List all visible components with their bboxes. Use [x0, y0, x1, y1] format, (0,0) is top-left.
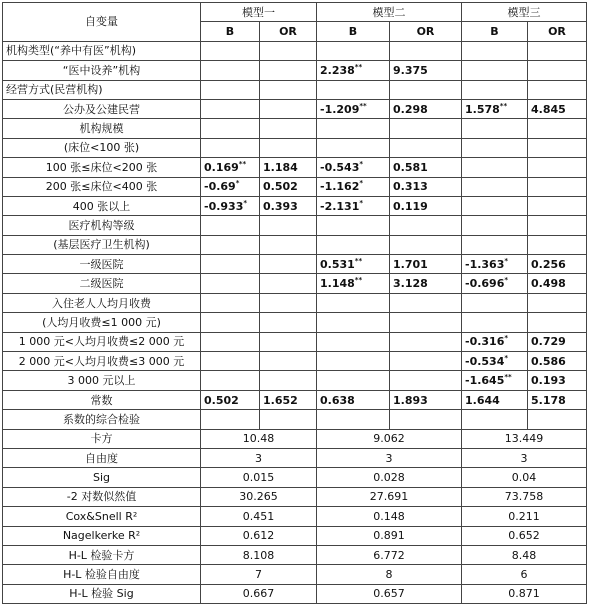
or-value-cell — [260, 352, 317, 371]
b-value-cell — [201, 293, 260, 312]
model-1-b-header: B — [201, 22, 260, 41]
table-row — [3, 41, 587, 60]
cell-value: 4.845 — [531, 102, 566, 116]
or-value-cell — [528, 119, 587, 138]
or-value-cell — [260, 177, 317, 196]
b-value-cell — [317, 352, 390, 371]
b-value-cell — [462, 80, 528, 99]
cell-value: 0.729 — [531, 335, 566, 349]
cell-value: -0.534 — [465, 354, 505, 368]
fit-value-model-1: 3 — [201, 448, 317, 467]
cell-value: 0.393 — [263, 199, 298, 213]
fit-row-label: H-L 检验 Sig — [3, 584, 201, 603]
or-value-cell — [528, 274, 587, 293]
b-value-cell — [317, 235, 390, 254]
fit-row-label: H-L 检验自由度 — [3, 565, 201, 584]
fit-value-model-3: 0.04 — [462, 468, 587, 487]
or-value-cell — [528, 235, 587, 254]
fit-row — [3, 429, 587, 448]
or-value-cell — [390, 410, 462, 429]
cell-value: 0.313 — [393, 180, 428, 194]
cell-value: 0.531 — [320, 257, 355, 271]
significance-marker: ** — [499, 101, 508, 110]
fit-row — [3, 565, 587, 584]
or-value-cell — [390, 119, 462, 138]
significance-marker: * — [504, 256, 509, 265]
model-2-header: 模型二 — [317, 3, 462, 22]
table-row — [3, 61, 587, 80]
or-value-cell — [528, 371, 587, 390]
cell-value: 2.238 — [320, 63, 355, 77]
cell-value: -1.645 — [465, 374, 505, 388]
fit-value-model-1: 0.667 — [201, 584, 317, 603]
or-value-cell — [390, 390, 462, 409]
fit-value-model-2: 0.891 — [317, 526, 462, 545]
or-value-cell — [260, 293, 317, 312]
significance-marker: ** — [504, 373, 512, 382]
or-value-cell — [528, 293, 587, 312]
b-value-cell — [462, 410, 528, 429]
or-value-cell — [390, 41, 462, 60]
or-value-cell — [390, 61, 462, 80]
table-row — [3, 158, 587, 177]
model-fit-rows — [3, 429, 587, 604]
cell-value: 1.578 — [465, 102, 500, 116]
table-row — [3, 274, 587, 293]
row-label: “医中设养”机构 — [3, 61, 201, 80]
b-value-cell — [462, 138, 528, 157]
model-2-or-header: OR — [390, 22, 462, 41]
row-label: (人均月收费≤1 000 元) — [3, 313, 201, 332]
table-row — [3, 293, 587, 312]
or-value-cell — [390, 196, 462, 215]
b-value-cell — [462, 61, 528, 80]
row-label: 2 000 元<人均月收费≤3 000 元 — [3, 352, 201, 371]
or-value-cell — [390, 235, 462, 254]
fit-value-model-2: 27.691 — [317, 487, 462, 506]
table-row — [3, 99, 587, 118]
b-value-cell — [462, 99, 528, 118]
b-value-cell — [462, 352, 528, 371]
significance-marker: * — [235, 179, 240, 188]
cell-value: 5.178 — [531, 393, 566, 407]
fit-row — [3, 584, 587, 603]
cell-value: 0.502 — [263, 180, 298, 194]
cell-value: 1.893 — [393, 393, 428, 407]
b-value-cell — [317, 80, 390, 99]
fit-value-model-3: 13.449 — [462, 429, 587, 448]
b-value-cell — [317, 177, 390, 196]
or-value-cell — [528, 158, 587, 177]
or-value-cell — [528, 255, 587, 274]
or-value-cell — [390, 99, 462, 118]
model-3-header: 模型三 — [462, 3, 587, 22]
or-value-cell — [260, 41, 317, 60]
cell-value: -1.162 — [320, 180, 360, 194]
or-value-cell — [390, 313, 462, 332]
or-value-cell — [528, 138, 587, 157]
fit-row-label: Cox&Snell R² — [3, 507, 201, 526]
fit-row-label: 卡方 — [3, 429, 201, 448]
model-3-b-header: B — [462, 22, 528, 41]
cell-value: -1.363 — [465, 257, 505, 271]
significance-marker: * — [504, 353, 509, 362]
b-value-cell — [201, 313, 260, 332]
b-value-cell — [462, 158, 528, 177]
cell-value: 0.638 — [320, 393, 355, 407]
fit-row-label: 自由度 — [3, 448, 201, 467]
b-value-cell — [317, 41, 390, 60]
b-value-cell — [201, 390, 260, 409]
or-value-cell — [528, 352, 587, 371]
fit-value-model-1: 0.612 — [201, 526, 317, 545]
model-1-or-header: OR — [260, 22, 317, 41]
cell-value: -0.316 — [465, 335, 505, 349]
table-row — [3, 255, 587, 274]
row-label: 经营方式(民营机构) — [3, 80, 201, 99]
cell-value: 0.502 — [204, 393, 239, 407]
row-label: 机构规模 — [3, 119, 201, 138]
b-value-cell — [201, 196, 260, 215]
row-label: 一级医院 — [3, 255, 201, 274]
or-value-cell — [390, 177, 462, 196]
b-value-cell — [201, 119, 260, 138]
b-value-cell — [201, 216, 260, 235]
b-value-cell — [317, 138, 390, 157]
or-value-cell — [528, 410, 587, 429]
significance-marker: * — [359, 159, 364, 168]
row-label: 机构类型(“养中有医”机构) — [3, 41, 201, 60]
fit-value-model-2: 9.062 — [317, 429, 462, 448]
table-row — [3, 216, 587, 235]
b-value-cell — [317, 99, 390, 118]
significance-marker: * — [504, 334, 509, 343]
table-row — [3, 196, 587, 215]
table-row — [3, 138, 587, 157]
fit-row — [3, 507, 587, 526]
cell-value: -0.69 — [204, 180, 236, 194]
significance-marker: ** — [354, 62, 363, 71]
cell-value: 1.652 — [263, 393, 298, 407]
or-value-cell — [390, 158, 462, 177]
model-3-or-header: OR — [528, 22, 587, 41]
b-value-cell — [462, 313, 528, 332]
fit-value-model-2: 0.028 — [317, 468, 462, 487]
cell-value: -0.696 — [465, 277, 505, 291]
fit-value-model-1: 0.015 — [201, 468, 317, 487]
significance-marker: * — [359, 198, 364, 207]
table-row — [3, 390, 587, 409]
significance-marker: ** — [354, 276, 363, 285]
or-value-cell — [260, 138, 317, 157]
fit-value-model-3: 6 — [462, 565, 587, 584]
cell-value: 0.581 — [393, 160, 428, 174]
or-value-cell — [260, 274, 317, 293]
cell-value: 9.375 — [393, 63, 428, 77]
row-label: 3 000 元以上 — [3, 371, 201, 390]
b-value-cell — [462, 177, 528, 196]
or-value-cell — [260, 235, 317, 254]
cell-value: 3.128 — [393, 277, 428, 291]
row-label: 常数 — [3, 390, 201, 409]
fit-value-model-2: 8 — [317, 565, 462, 584]
b-value-cell — [201, 352, 260, 371]
or-value-cell — [260, 61, 317, 80]
coefficient-rows — [3, 41, 587, 429]
or-value-cell — [260, 99, 317, 118]
significance-marker: * — [359, 179, 364, 188]
or-value-cell — [528, 216, 587, 235]
row-label: (基层医疗卫生机构) — [3, 235, 201, 254]
table-row — [3, 119, 587, 138]
b-value-cell — [201, 371, 260, 390]
cell-value: 1.184 — [263, 160, 298, 174]
cell-value: 0.119 — [393, 199, 428, 213]
independent-variable-header: 自变量 — [3, 3, 201, 42]
row-label: 入住老人人均月收费 — [3, 293, 201, 312]
significance-marker: * — [504, 276, 509, 285]
or-value-cell — [260, 196, 317, 215]
fit-row-label: Nagelkerke R² — [3, 526, 201, 545]
b-value-cell — [462, 390, 528, 409]
table-row — [3, 177, 587, 196]
fit-value-model-3: 0.871 — [462, 584, 587, 603]
b-value-cell — [317, 255, 390, 274]
b-value-cell — [462, 332, 528, 351]
or-value-cell — [260, 216, 317, 235]
fit-value-model-3: 3 — [462, 448, 587, 467]
b-value-cell — [201, 274, 260, 293]
or-value-cell — [260, 119, 317, 138]
b-value-cell — [201, 177, 260, 196]
b-value-cell — [201, 235, 260, 254]
cell-value: 0.193 — [531, 374, 566, 388]
table-row — [3, 235, 587, 254]
model-2-b-header: B — [317, 22, 390, 41]
or-value-cell — [528, 196, 587, 215]
row-label: (床位<100 张) — [3, 138, 201, 157]
fit-row — [3, 448, 587, 467]
fit-value-model-2: 3 — [317, 448, 462, 467]
b-value-cell — [462, 235, 528, 254]
table-row — [3, 332, 587, 351]
significance-marker: ** — [359, 101, 367, 110]
model-1-header: 模型一 — [201, 3, 317, 22]
regression-table — [2, 2, 587, 604]
fit-value-model-1: 7 — [201, 565, 317, 584]
b-value-cell — [317, 196, 390, 215]
cell-value: 0.586 — [531, 354, 566, 368]
or-value-cell — [260, 410, 317, 429]
row-label: 二级医院 — [3, 274, 201, 293]
fit-row-label: H-L 检验卡方 — [3, 545, 201, 564]
fit-value-model-1: 0.451 — [201, 507, 317, 526]
b-value-cell — [201, 255, 260, 274]
or-value-cell — [260, 332, 317, 351]
or-value-cell — [260, 80, 317, 99]
or-value-cell — [260, 255, 317, 274]
fit-value-model-1: 30.265 — [201, 487, 317, 506]
fit-row-label: -2 对数似然值 — [3, 487, 201, 506]
or-value-cell — [390, 138, 462, 157]
b-value-cell — [201, 332, 260, 351]
b-value-cell — [201, 99, 260, 118]
header-row-models — [3, 3, 587, 22]
fit-value-model-2: 0.148 — [317, 507, 462, 526]
b-value-cell — [462, 293, 528, 312]
significance-marker: ** — [238, 159, 247, 168]
b-value-cell — [317, 332, 390, 351]
or-value-cell — [528, 332, 587, 351]
b-value-cell — [462, 274, 528, 293]
b-value-cell — [317, 293, 390, 312]
b-value-cell — [317, 313, 390, 332]
fit-value-model-2: 0.657 — [317, 584, 462, 603]
fit-value-model-3: 0.652 — [462, 526, 587, 545]
row-label: 400 张以上 — [3, 196, 201, 215]
or-value-cell — [528, 99, 587, 118]
b-value-cell — [462, 371, 528, 390]
cell-value: -0.543 — [320, 160, 360, 174]
cell-value: 0.298 — [393, 102, 428, 116]
or-value-cell — [390, 332, 462, 351]
fit-value-model-1: 10.48 — [201, 429, 317, 448]
significance-marker: ** — [354, 256, 363, 265]
fit-value-model-1: 8.108 — [201, 545, 317, 564]
cell-value: 0.256 — [531, 257, 566, 271]
b-value-cell — [201, 158, 260, 177]
b-value-cell — [462, 196, 528, 215]
b-value-cell — [462, 216, 528, 235]
cell-value: -0.933 — [204, 199, 244, 213]
or-value-cell — [528, 41, 587, 60]
b-value-cell — [317, 410, 390, 429]
or-value-cell — [390, 293, 462, 312]
fit-value-model-3: 8.48 — [462, 545, 587, 564]
table-row — [3, 352, 587, 371]
b-value-cell — [201, 41, 260, 60]
row-label: 1 000 元<人均月收费≤2 000 元 — [3, 332, 201, 351]
b-value-cell — [317, 216, 390, 235]
or-value-cell — [260, 158, 317, 177]
table-row — [3, 313, 587, 332]
or-value-cell — [260, 371, 317, 390]
fit-row-label: Sig — [3, 468, 201, 487]
row-label: 公办及公建民营 — [3, 99, 201, 118]
cell-value: -2.131 — [320, 199, 360, 213]
row-label: 系数的综合检验 — [3, 410, 201, 429]
or-value-cell — [260, 390, 317, 409]
b-value-cell — [201, 410, 260, 429]
fit-value-model-2: 6.772 — [317, 545, 462, 564]
row-label: 100 张≤床位<200 张 — [3, 158, 201, 177]
b-value-cell — [201, 138, 260, 157]
b-value-cell — [462, 119, 528, 138]
or-value-cell — [528, 313, 587, 332]
b-value-cell — [317, 390, 390, 409]
b-value-cell — [317, 371, 390, 390]
or-value-cell — [260, 313, 317, 332]
fit-row — [3, 468, 587, 487]
b-value-cell — [317, 274, 390, 293]
or-value-cell — [390, 371, 462, 390]
or-value-cell — [528, 61, 587, 80]
cell-value: 1.644 — [465, 393, 500, 407]
fit-row — [3, 487, 587, 506]
or-value-cell — [390, 80, 462, 99]
table-row — [3, 80, 587, 99]
or-value-cell — [390, 216, 462, 235]
b-value-cell — [317, 158, 390, 177]
or-value-cell — [390, 352, 462, 371]
significance-marker: * — [243, 198, 248, 207]
b-value-cell — [201, 80, 260, 99]
or-value-cell — [390, 255, 462, 274]
cell-value: 0.169 — [204, 160, 239, 174]
b-value-cell — [462, 255, 528, 274]
fit-value-model-3: 0.211 — [462, 507, 587, 526]
row-label: 医疗机构等级 — [3, 216, 201, 235]
table-row — [3, 371, 587, 390]
b-value-cell — [317, 119, 390, 138]
cell-value: 1.701 — [393, 257, 428, 271]
or-value-cell — [528, 390, 587, 409]
or-value-cell — [390, 274, 462, 293]
fit-row — [3, 545, 587, 564]
or-value-cell — [528, 80, 587, 99]
row-label: 200 张≤床位<400 张 — [3, 177, 201, 196]
fit-value-model-3: 73.758 — [462, 487, 587, 506]
or-value-cell — [528, 177, 587, 196]
fit-row — [3, 526, 587, 545]
cell-value: 1.148 — [320, 277, 355, 291]
b-value-cell — [317, 61, 390, 80]
table-row — [3, 410, 587, 429]
b-value-cell — [462, 41, 528, 60]
cell-value: -1.209 — [320, 102, 360, 116]
b-value-cell — [201, 61, 260, 80]
cell-value: 0.498 — [531, 277, 566, 291]
